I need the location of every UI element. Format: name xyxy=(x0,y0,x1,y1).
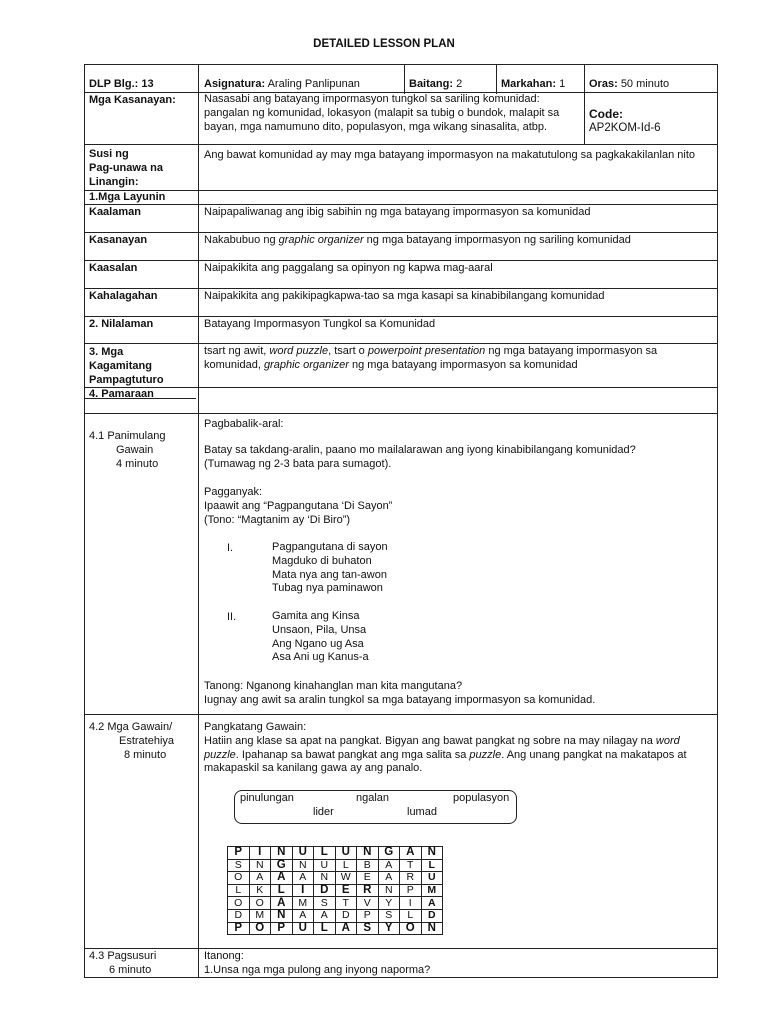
puzzle-cell: T xyxy=(400,859,422,872)
pagsusuri-label xyxy=(89,950,156,978)
nilalaman-text: Batayang Impormasyon Tungkol sa Komunidad xyxy=(204,318,436,330)
grade-label: Baitang: xyxy=(409,78,453,90)
puzzle-cell: P xyxy=(228,922,250,935)
layunin-label: 1.Mga Layunin xyxy=(89,191,166,203)
kaasalan-label: Kaasalan xyxy=(89,262,138,274)
verse-line: Unsaon, Pila, Unsa xyxy=(272,623,367,636)
puzzle-cell: N xyxy=(314,872,336,885)
puzzle-cell: M xyxy=(292,897,314,910)
grade-value: 2 xyxy=(456,78,463,90)
subject-value: Araling Panlipunan xyxy=(267,78,360,90)
puzzle-row xyxy=(228,922,443,935)
text-italic: powerpoint presentation xyxy=(367,345,486,357)
pagsusuri-question: 1.Unsa nga mga pulong ang inyong naporma? xyxy=(204,963,431,976)
puzzle-cell: D xyxy=(335,909,357,922)
gawain-line: makapaskil sa kanilang gawa ay ang panalo. xyxy=(204,762,423,775)
kagamitan-label-line: Pampagtuturo xyxy=(89,373,164,386)
pagganyak-heading: Pagganyak: xyxy=(204,486,263,498)
panimula-label-line: 4.1 Panimulang xyxy=(89,430,166,442)
verse-line: Gamita ang Kinsa xyxy=(272,610,360,622)
text-part: Nakabubuo ng xyxy=(204,234,279,246)
puzzle-cell: D xyxy=(421,909,443,922)
puzzle-row xyxy=(228,847,443,860)
puzzle-cell: Y xyxy=(378,922,400,935)
puzzle-cell: R xyxy=(357,884,379,897)
competency-line: Nasasabi ang batayang impormasyon tungkol sa sariling komunidad: xyxy=(204,93,540,105)
puzzle-cell: D xyxy=(228,909,250,922)
puzzle-cell: E xyxy=(357,872,379,885)
puzzle-cell: N xyxy=(357,847,379,860)
puzzle-cell: S xyxy=(228,859,250,872)
puzzle-cell: P xyxy=(357,909,379,922)
kaasalan-text: Naipakikita ang paggalang sa opinyon ng kapwa mag-aaral xyxy=(204,262,493,274)
kaalaman-label: Kaalaman xyxy=(89,206,141,218)
text-italic: word puzzle xyxy=(269,345,329,357)
text-part: , tsart o xyxy=(328,345,368,357)
gawain-label-line: 4.2 Mga Gawain/ xyxy=(89,721,173,733)
puzzle-cell: A xyxy=(400,847,422,860)
puzzle-cell: U xyxy=(335,847,357,860)
verse-line: Asa Ani ug Kanus-a xyxy=(272,651,369,664)
puzzle-cell: U xyxy=(292,847,314,860)
text-italic: puzzle xyxy=(469,748,502,761)
puzzle-cell: N xyxy=(421,922,443,935)
gawain-text xyxy=(204,721,687,776)
competency-line: bayan, mga namumuno dito, populasyon, mga wikang sinasalita, atbp. xyxy=(204,120,548,133)
puzzle-cell: A xyxy=(421,897,443,910)
row-divider xyxy=(84,948,718,949)
text-part: ng mga batayang impormasyon sa xyxy=(485,345,658,357)
row-divider xyxy=(84,204,718,205)
puzzle-cell: L xyxy=(335,859,357,872)
puzzle-cell: W xyxy=(335,872,357,885)
verse-line: Mata nya ang tan-awon xyxy=(272,568,387,581)
puzzle-cell: U xyxy=(421,872,443,885)
panimula-label-line: 4 minuto xyxy=(116,457,159,470)
puzzle-cell: N xyxy=(421,847,443,860)
puzzle-cell: O xyxy=(228,897,250,910)
kahalagahan-label: Kahalagahan xyxy=(89,290,158,302)
susi-text: Ang bawat komunidad ay may mga batayang impormasyon na makatutulong sa pagkakakilanlan nito xyxy=(204,149,696,161)
puzzle-cell: E xyxy=(335,884,357,897)
puzzle-cell: L xyxy=(314,922,336,935)
pagsusuri-text xyxy=(204,950,430,978)
question-line: (Tumawag ng 2-3 bata para sumagot). xyxy=(204,457,392,470)
time-value: 50 minuto xyxy=(620,78,670,90)
gawain-label-line: Estratehiya xyxy=(119,734,175,747)
puzzle-cell: M xyxy=(421,884,443,897)
verse-line: Ang Ngano ug Asa xyxy=(272,637,364,650)
puzzle-cell: A xyxy=(271,872,293,885)
puzzle-cell: N xyxy=(378,884,400,897)
puzzle-cell: N xyxy=(271,909,293,922)
gawain-line xyxy=(204,735,687,749)
susi-label-line: Susi ng xyxy=(89,148,129,160)
kahalagahan-text: Naipakikita ang pakikipagkapwa-tao sa mga kasapi sa kinabibilangang komunidad xyxy=(204,290,605,302)
puzzle-cell: T xyxy=(335,897,357,910)
puzzle-row xyxy=(228,884,443,897)
puzzle-row xyxy=(228,909,443,922)
quarter-label: Markahan: xyxy=(501,78,557,90)
puzzle-cell: A xyxy=(249,872,271,885)
text-part: tsart ng awit, xyxy=(204,345,270,357)
puzzle-cell: S xyxy=(314,897,336,910)
kaalaman-text: Naipapaliwanag ang ibig sabihin ng mga batayang impormasyon sa komunidad xyxy=(204,206,591,218)
row-divider xyxy=(84,387,718,388)
susi-label xyxy=(89,148,163,189)
word-puzzle-grid xyxy=(227,846,443,935)
word-item: populasyon xyxy=(453,792,510,804)
quarter-value: 1 xyxy=(559,78,566,90)
puzzle-cell: U xyxy=(292,922,314,935)
nilalaman-label: 2. Nilalaman xyxy=(89,318,154,330)
col-divider xyxy=(404,64,405,94)
puzzle-row xyxy=(228,897,443,910)
puzzle-cell: A xyxy=(335,922,357,935)
kagamitan-label xyxy=(89,346,164,387)
panimula-label xyxy=(89,430,165,471)
puzzle-cell: O xyxy=(228,872,250,885)
puzzle-cell: I xyxy=(400,897,422,910)
song-verse-1 xyxy=(272,541,388,596)
row-divider xyxy=(84,232,718,233)
puzzle-cell: G xyxy=(378,847,400,860)
pagsusuri-label-line: 6 minuto xyxy=(109,963,152,976)
code-value: AP2KOM-Id-6 xyxy=(589,122,661,134)
verse-line: Magduko di buhaton xyxy=(272,554,372,567)
time-label: Oras: xyxy=(589,78,618,90)
gawain-heading: Pangkatang Gawain: xyxy=(204,721,307,733)
puzzle-cell: A xyxy=(292,909,314,922)
row-divider xyxy=(84,190,718,191)
puzzle-cell: B xyxy=(357,859,379,872)
tanong-line: Tanong: Nganong kinahanglan man kita mangutana? xyxy=(204,680,463,692)
susi-label-line: Pag-unawa na xyxy=(89,161,163,174)
verse-number: II. xyxy=(227,611,237,623)
puzzle-cell: L xyxy=(400,909,422,922)
tanong-line: Iugnay ang awit sa aralin tungkol sa mga batayang impormasyon sa komunidad. xyxy=(204,693,596,706)
puzzle-cell: A xyxy=(378,859,400,872)
text-part: . Ang unang pangkat na makatapos at xyxy=(501,748,687,761)
puzzle-cell: L xyxy=(421,859,443,872)
verse-number: I. xyxy=(227,542,234,554)
puzzle-cell: G xyxy=(271,859,293,872)
puzzle-cell: N xyxy=(271,847,293,860)
text-italic: graphic organizer xyxy=(263,358,349,371)
puzzle-cell: I xyxy=(249,847,271,860)
time xyxy=(589,78,669,91)
puzzle-cell: P xyxy=(400,884,422,897)
col-divider xyxy=(496,64,497,94)
word-item: pinulungan xyxy=(240,792,294,804)
text-part: komunidad, xyxy=(204,358,264,371)
puzzle-cell: R xyxy=(400,872,422,885)
competency-text xyxy=(204,93,559,134)
puzzle-row xyxy=(228,872,443,885)
puzzle-row xyxy=(228,859,443,872)
puzzle-cell: N xyxy=(249,859,271,872)
gawain-label xyxy=(89,721,174,762)
text-part: Hatiin ang klase sa apat na pangkat. Bigyan ang bawat pangkat ng sobre na may nilagay na xyxy=(204,734,656,747)
puzzle-cell: L xyxy=(271,884,293,897)
kasanayan-text xyxy=(204,234,631,247)
puzzle-cell: A xyxy=(292,872,314,885)
quarter xyxy=(501,78,565,91)
row-divider xyxy=(84,343,718,344)
competency-label: Mga Kasanayan: xyxy=(89,94,176,106)
kagamitan-label-line: 3. Mga xyxy=(89,346,124,358)
puzzle-cell: K xyxy=(249,884,271,897)
puzzle-cell: Y xyxy=(378,897,400,910)
puzzle-cell: L xyxy=(314,847,336,860)
panimula-label-line: Gawain xyxy=(116,443,154,456)
text-italic: word xyxy=(655,734,680,747)
question-line: Batay sa takdang-aralin, paano mo mailalarawan ang iyong kinabibilangang komunidad? xyxy=(204,444,636,456)
puzzle-cell: S xyxy=(378,909,400,922)
row-divider xyxy=(84,260,718,261)
dlp-number: DLP Blg.: 13 xyxy=(89,78,154,90)
pagsusuri-label-line: 4.3 Pagsusuri xyxy=(89,950,157,962)
row-divider xyxy=(84,288,718,289)
row-divider xyxy=(84,316,718,317)
puzzle-cell: D xyxy=(314,884,336,897)
word-item: lider xyxy=(313,806,334,818)
puzzle-cell: L xyxy=(228,884,250,897)
puzzle-cell: O xyxy=(249,922,271,935)
col-divider xyxy=(198,64,199,94)
puzzle-cell: P xyxy=(228,847,250,860)
text-italic: graphic organizer xyxy=(278,234,364,246)
puzzle-cell: N xyxy=(292,859,314,872)
row-divider xyxy=(84,714,718,715)
subject-label: Asignatura: xyxy=(204,78,266,90)
tanong-text xyxy=(204,680,595,708)
kagamitan-line xyxy=(204,345,657,359)
verse-line: Pagpangutana di sayon xyxy=(272,541,388,553)
gawain-line xyxy=(204,749,687,763)
puzzle-cell: A xyxy=(378,872,400,885)
puzzle-cell: U xyxy=(314,859,336,872)
puzzle-cell: I xyxy=(292,884,314,897)
puzzle-cell: P xyxy=(271,922,293,935)
pagsusuri-heading: Itanong: xyxy=(204,950,244,962)
song-title: Ipaawit ang “Pagpangutana ‘Di Sayon” xyxy=(204,500,393,512)
song-tune: (Tono: “Magtanim ay ‘Di Biro”) xyxy=(204,514,351,526)
word-item: lumad xyxy=(407,806,437,818)
grade xyxy=(409,78,462,91)
gawain-label-line: 8 minuto xyxy=(124,748,167,761)
puzzle-cell: O xyxy=(249,897,271,910)
kagamitan-line xyxy=(204,359,657,373)
balik-aral-heading: Pagbabalik-aral: xyxy=(204,418,284,430)
code-label: Code: xyxy=(589,107,623,121)
word-item: ngalan xyxy=(356,792,390,804)
puzzle-cell: A xyxy=(314,909,336,922)
kagamitan-text xyxy=(204,345,657,373)
lesson-plan-table xyxy=(84,64,718,978)
puzzle-cell: A xyxy=(271,897,293,910)
competency-line: pangalan ng komunidad, lokasyon (malapit sa tubig o bundok, malapit sa xyxy=(204,106,560,119)
text-part: ng mga batayang impormasyon sa komunidad xyxy=(348,358,578,371)
pamaraan-label: 4. Pamaraan xyxy=(89,388,154,400)
kasanayan-label: Kasanayan xyxy=(89,234,148,246)
susi-label-line: Linangin: xyxy=(89,175,139,188)
col-divider xyxy=(198,92,199,978)
subject xyxy=(204,78,360,91)
document-title: DETAILED LESSON PLAN xyxy=(313,38,455,50)
col-divider xyxy=(584,64,585,144)
puzzle-cell: V xyxy=(357,897,379,910)
row-divider xyxy=(84,144,718,145)
text-italic: puzzle xyxy=(204,748,236,761)
row-divider xyxy=(84,413,718,414)
puzzle-cell: S xyxy=(357,922,379,935)
puzzle-cell: O xyxy=(400,922,422,935)
song-verse-2 xyxy=(272,610,369,665)
verse-line: Tubag nya paminawon xyxy=(272,582,383,595)
text-part: . Ipahanap sa bawat pangkat ang mga salita sa xyxy=(235,748,470,761)
kagamitan-label-line: Kagamitang xyxy=(89,359,152,372)
balik-aral-question xyxy=(204,444,636,472)
text-part: ng mga batayang impormasyon ng sariling komunidad xyxy=(363,234,631,246)
puzzle-cell: M xyxy=(249,909,271,922)
